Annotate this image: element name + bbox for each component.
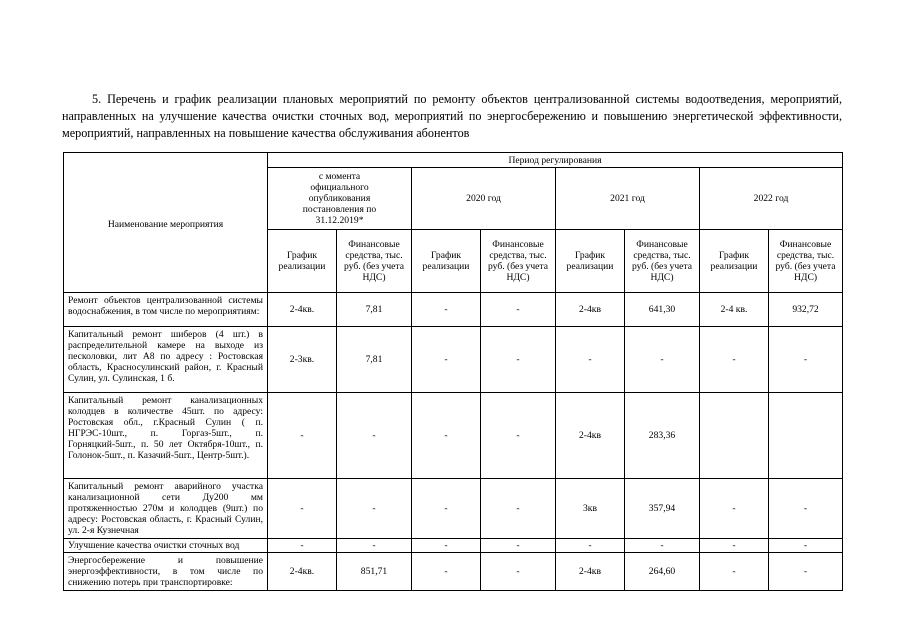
table-row <box>64 553 843 591</box>
schedule-cell: - <box>412 539 481 553</box>
schedule-cell: 2-4кв <box>556 393 625 479</box>
schedule-cell: - <box>268 479 337 539</box>
finance-cell: - <box>481 293 556 327</box>
period-header-2021: 2021 год <box>556 168 700 230</box>
finance-cell: - <box>481 327 556 393</box>
schedule-cell: 2-4кв <box>556 293 625 327</box>
table-row <box>64 293 843 327</box>
finance-cell: 7,81 <box>337 293 412 327</box>
schedule-cell: - <box>412 479 481 539</box>
finance-cell <box>769 393 843 479</box>
finance-cell: 264,60 <box>625 553 700 591</box>
schedule-cell: - <box>268 539 337 553</box>
finance-cell: - <box>481 479 556 539</box>
schedule-cell: 2-3кв. <box>268 327 337 393</box>
schedule-cell: - <box>700 327 769 393</box>
schedule-cell: - <box>700 553 769 591</box>
finance-cell: 7,81 <box>337 327 412 393</box>
schedule-cell: - <box>268 393 337 479</box>
schedule-column-header: График реализации <box>412 230 481 293</box>
finance-cell: 641,30 <box>625 293 700 327</box>
finance-cell: - <box>769 553 843 591</box>
schedule-cell: 2-4кв. <box>268 553 337 591</box>
finance-column-header: Финансовые средства, тыс. руб. (без учета НДС) <box>481 230 556 293</box>
name-column-header: Наименование мероприятия <box>64 153 268 293</box>
finance-cell: 932,72 <box>769 293 843 327</box>
finance-cell: - <box>337 539 412 553</box>
schedule-cell: - <box>700 479 769 539</box>
section-heading-text: 5. Перечень и график реализации плановых мероприятий по ремонту объектов централизованной системы водоотведения, мероприятий, направленных на улучшение качества очистки сточных вод, мероприятий по энергосбережению и повышению энергетической эффективности, мероприятий, направленных на повышение качества обслуживания абонентов <box>62 92 842 140</box>
finance-cell: - <box>481 539 556 553</box>
finance-cell: - <box>625 539 700 553</box>
finance-cell: - <box>625 327 700 393</box>
finance-column-header: Финансовые средства, тыс. руб. (без учета НДС) <box>337 230 412 293</box>
schedule-cell: - <box>556 539 625 553</box>
schedule-column-header: График реализации <box>556 230 625 293</box>
finance-cell: - <box>769 327 843 393</box>
activity-name: Капитальный ремонт аварийного участка канализационной сети Ду200 мм протяженностью 270м и колодцев (9шт.) по адресу: Ростовская область, г. Красный Сулин, ул. 2-я Кузнечная <box>64 479 268 539</box>
finance-column-header: Финансовые средства, тыс. руб. (без учета НДС) <box>625 230 700 293</box>
finance-cell: 851,71 <box>337 553 412 591</box>
finance-column-header: Финансовые средства, тыс. руб. (без учета НДС) <box>769 230 843 293</box>
schedule-cell: 2-4кв <box>556 553 625 591</box>
schedule-cell: 2-4кв. <box>268 293 337 327</box>
table-row <box>64 479 843 539</box>
schedule-cell: 2-4 кв. <box>700 293 769 327</box>
activity-name: Улучшение качества очистки сточных вод <box>64 539 268 553</box>
period-header-2020: 2020 год <box>412 168 556 230</box>
section-heading <box>62 91 842 142</box>
activity-name: Ремонт объектов централизованной системы водоснабжения, в том числе по мероприятиям: <box>64 293 268 327</box>
schedule-cell: 3кв <box>556 479 625 539</box>
activity-name: Капитальный ремонт канализационных колодцев в количестве 45шт. по адресу: Ростовская обл., г.Красный Сулин ( п. НГРЭС-10шт., п. Горгаз-5шт., п. Горняцкий-5шт., п. 50 лет Октября-10шт., п. Голонок-5шт., п. Казачий-5шт., Центр-5шт.). <box>64 393 268 479</box>
schedule-column-header: График реализации <box>700 230 769 293</box>
activity-name: Капитальный ремонт шиберов (4 шт.) в распределительной камере на выходе из песколовки, лит А8 по адресу : Ростовская область, Красносулинский район, г. Красный Сулин, ул. Сулинская, 1 б. <box>64 327 268 393</box>
period-header-2022: 2022 год <box>700 168 843 230</box>
schedule-cell <box>700 393 769 479</box>
schedule-column-header: График реализации <box>268 230 337 293</box>
finance-cell: 357,94 <box>625 479 700 539</box>
finance-cell: - <box>481 553 556 591</box>
finance-cell: 283,36 <box>625 393 700 479</box>
header-row-period <box>64 153 843 168</box>
table-row <box>64 539 843 553</box>
finance-cell: - <box>481 393 556 479</box>
schedule-cell: - <box>412 553 481 591</box>
schedule-cell: - <box>412 293 481 327</box>
schedule-cell: - <box>412 393 481 479</box>
schedule-cell: - <box>412 327 481 393</box>
schedule-cell: - <box>556 327 625 393</box>
plan-table-body <box>64 293 843 591</box>
schedule-cell: - <box>700 539 769 553</box>
plan-table <box>63 152 843 591</box>
finance-cell: - <box>337 479 412 539</box>
finance-cell: - <box>769 479 843 539</box>
activity-name: Энергосбережение и повышение энергоэффективности, в том числе по снижению потерь при транспортировке: <box>64 553 268 591</box>
period-header: Период регулирования <box>268 153 843 168</box>
period-header-initial: с момента официального опубликования постановления по 31.12.2019* <box>268 168 412 230</box>
table-row <box>64 393 843 479</box>
finance-cell: - <box>769 539 843 553</box>
table-row <box>64 327 843 393</box>
finance-cell: - <box>337 393 412 479</box>
